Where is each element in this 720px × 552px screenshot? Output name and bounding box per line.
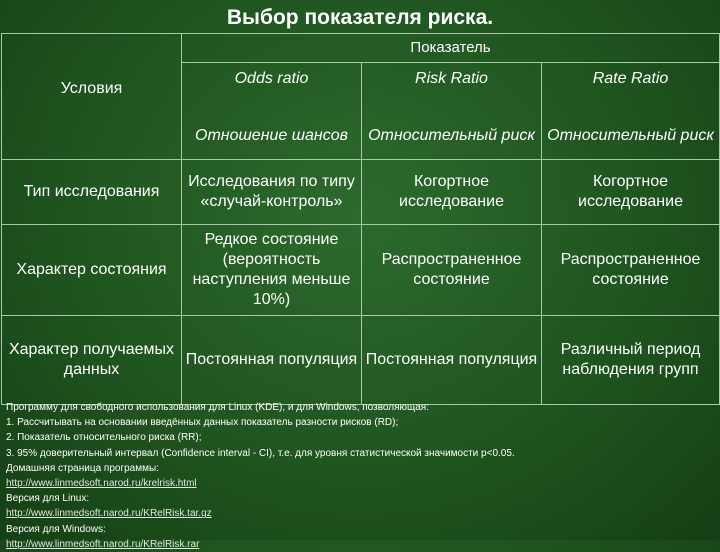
indicator-ru-risk: Относительный риск [362,113,542,160]
indicator-en-risk: Risk Ratio [362,63,542,114]
table-cell: Распространенное состояние [362,225,542,316]
table-cell: Редкое состояние (вероятность наступления меньше 10%) [182,225,362,316]
table-row [2,160,720,225]
info-line: 2. Показатель относительного риска (RR); [6,432,202,444]
table-cell: Исследования по типу «случай-контроль» [182,160,362,225]
table-row [2,316,720,405]
indicator-ru-odds: Отношение шансов [182,113,362,160]
table-cell: Постоянная популяция [362,316,542,405]
linux-label: Версия для Linux: [6,493,90,505]
info-line: Домашняя страница программы: [6,462,159,474]
table-cell: Различный период наблюдения групп [542,316,720,405]
row-label-study-type: Тип исследования [2,160,182,225]
windows-download-link[interactable]: http://www.linmedsoft.narod.ru/KRelRisk.rar [6,538,200,550]
info-line: 1. Рассчитывать на основании введённых данных показатель разности рисков (RD); [6,417,399,429]
table-row [2,225,720,316]
info-line: 3. 95% доверительный интервал (Confidence interval - CI), т.е. для уровня статистической значимости p<0.05. [6,447,515,459]
row-label-condition-nature: Характер состояния [2,225,182,316]
homepage-link[interactable]: http://www.linmedsoft.narod.ru/krelrisk.html [6,478,197,490]
table-cell: Распространенное состояние [542,225,720,316]
program-info [6,400,716,552]
indicator-ru-rate: Относительный риск [542,113,720,160]
table-cell: Когортное исследование [362,160,542,225]
linux-download-link[interactable]: http://www.linmedsoft.narod.ru/KRelRisk.tar.gz [6,508,212,520]
risk-indicator-table [1,33,720,405]
indicator-en-rate: Rate Ratio [542,63,720,114]
conditions-header-cell [2,34,182,160]
row-label-data-nature: Характер получаемых данных [2,316,182,405]
conditions-header: Условия [60,79,123,97]
table-header-row [2,34,720,63]
table-cell: Когортное исследование [542,160,720,225]
page-title: Выбор показателя риска. [226,6,494,29]
info-line: Программу для свободного использования для Linux (KDE), и для Windows, позволяющая: [6,402,429,413]
windows-label: Версия для Windows: [6,523,106,535]
table-cell: Постоянная популяция [182,316,362,405]
indicator-header: Показатель [182,34,720,63]
indicator-en-odds: Odds ratio [182,63,362,114]
